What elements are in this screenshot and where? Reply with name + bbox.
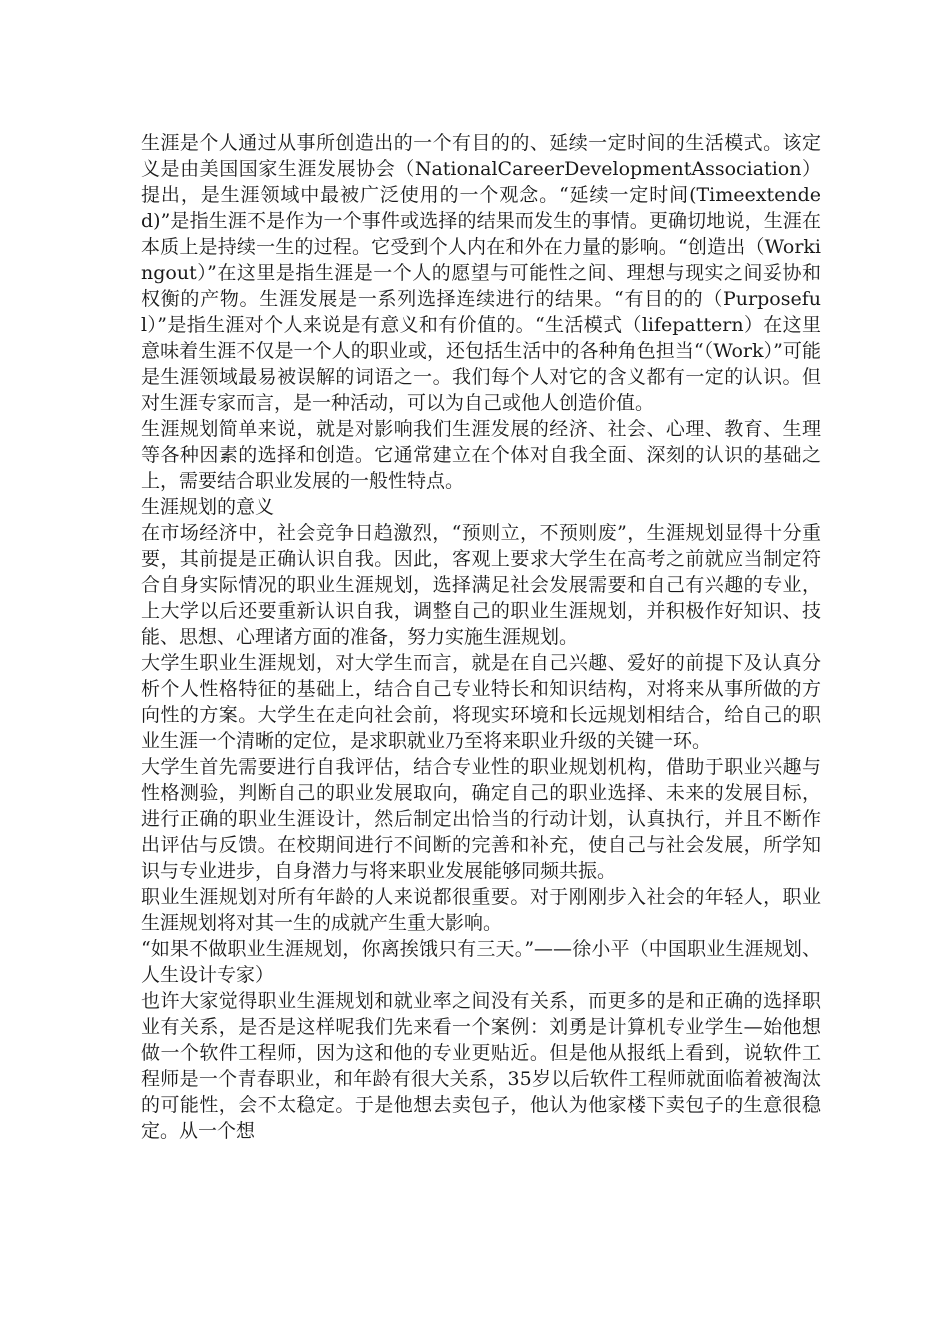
paragraph-all-ages: 职业生涯规划对所有年龄的人来说都很重要。对于刚刚步入社会的年轻人，职业生涯规划将对其一生的成就产生重大影响。 bbox=[141, 886, 821, 934]
paragraph-case-study: 也许大家觉得职业生涯规划和就业率之间没有关系，而更多的是和正确的选择职业有关系，是否是这样呢我们先来看一个案例：刘勇是计算机专业学生—始他想做一个软件工程师，因为这和他的专业更贴近。但是他从报纸上看到，说软件工程师是一个青春职业，和年龄有很大关系，35岁以后软件工程师就面临着被淘汰的可能性，会不太稳定。于是他想去卖包子，他认为他家楼下卖包子的生意很稳定。从一个想 bbox=[141, 990, 821, 1142]
paragraph-market-economy: 在市场经济中，社会竞争日趋激烈，“预则立，不预则废”，生涯规划显得十分重要，其前提是正确认识自我。因此，客观上要求大学生在高考之前就应当制定符合自身实际情况的职业生涯规划，选择满足社会发展需要和自己有兴趣的专业，上大学以后还要重新认识自我，调整自己的职业生涯规划，并积极作好知识、技能、思想、心理诸方面的准备，努力实施生涯规划。 bbox=[141, 522, 821, 648]
paragraph-self-assessment: 大学生首先需要进行自我评估，结合专业性的职业规划机构，借助于职业兴趣与性格测验，判断自己的职业发展取向，确定自己的职业选择、未来的发展目标，进行正确的职业生涯设计，然后制定出恰当的行动计划，认真执行，并且不断作出评估与反馈。在校期间进行不间断的完善和补充，使自己与社会发展，所学知识与专业进步，自身潜力与将来职业发展能够同频共振。 bbox=[141, 756, 821, 882]
paragraph-career-definition: 生涯是个人通过从事所创造出的一个有目的的、延续一定时间的生活模式。该定义是由美国国家生涯发展协会（NationalCareerDevelopmentAssociation）提出，是生涯领域中最被广泛使用的一个观念。“延续一定时间(Timeextended)”是指生涯不是作为一个事件或选择的结果而发生的事情。更确切地说，生涯在本质上是持续一生的过程。它受到个人内在和外在力量的影响。“创造出（Workingout）”在这里是指生涯是一个人的愿望与可能性之间、理想与现实之间妥协和权衡的产物。生涯发展是一系列选择连续进行的结果。“有目的的（Purposeful）”是指生涯对个人来说是有意义和有价值的。“生活模式（lifepattern）在这里意味着生涯不仅是一个人的职业或，还包括生活中的各种角色担当“（Work）”可能是生涯领域最易被误解的词语之一。我们每个人对它的含义都有一定的认识。但对生涯专家而言，是一种活动，可以为自己或他人创造价值。 bbox=[141, 132, 821, 414]
paragraph-student-career-planning: 大学生职业生涯规划，对大学生而言，就是在自己兴趣、爱好的前提下及认真分析个人性格特征的基础上，结合自己专业特长和知识结构，对将来从事所做的方向性的方案。大学生在走向社会前，将现实环境和长远规划相结合，给自己的职业生涯一个清晰的定位，是求职就业乃至将来职业升级的关键一环。 bbox=[141, 652, 821, 752]
paragraph-quote: “如果不做职业生涯规划，你离挨饿只有三天。”——徐小平（中国职业生涯规划、人生设计专家） bbox=[141, 938, 821, 986]
section-heading: 生涯规划的意义 bbox=[141, 496, 275, 518]
paragraph-career-planning-definition: 生涯规划简单来说，就是对影响我们生涯发展的经济、社会、心理、教育、生理等各种因素的选择和创造。它通常建立在个体对自我全面、深刻的认识的基础之上，需要结合职业发展的一般性特点。 bbox=[141, 418, 821, 492]
document-page bbox=[141, 130, 821, 1144]
